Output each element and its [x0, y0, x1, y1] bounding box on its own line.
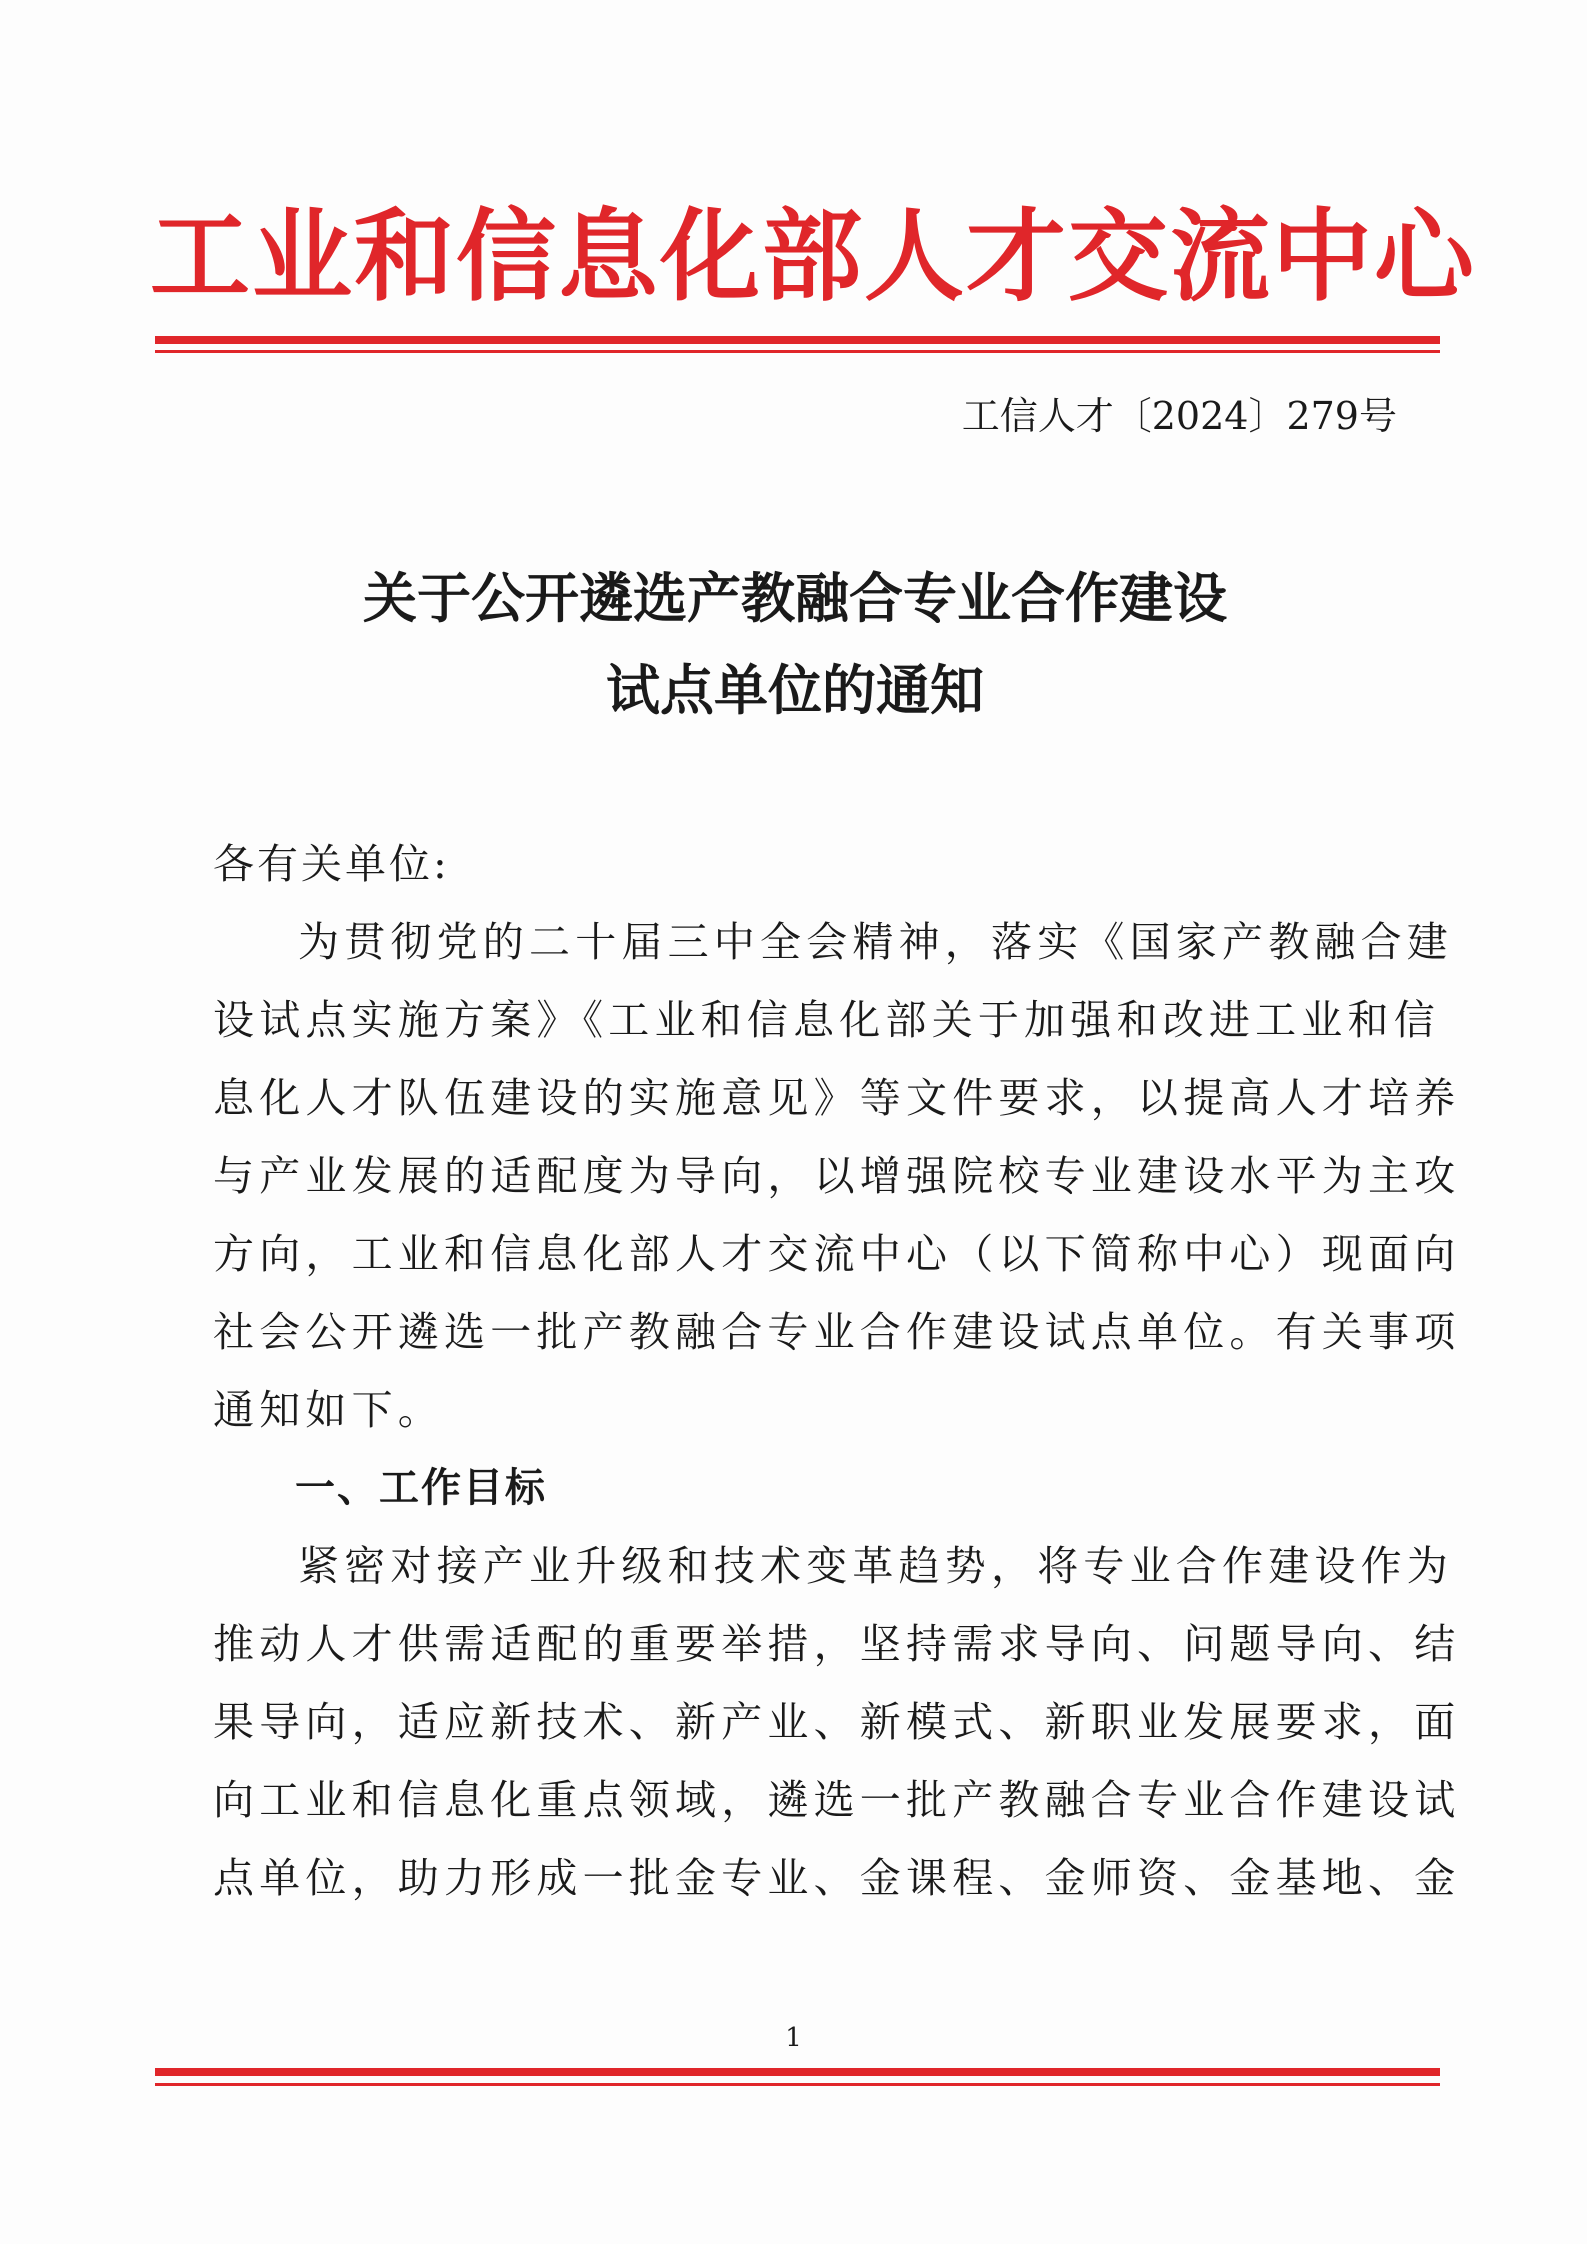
section-line: 推动人才供需适配的重要举措，坚持需求导向、问题导向、结	[213, 1620, 1461, 1668]
intro-line: 社会公开遴选一批产教融合专业合作建设试点单位。有关事项	[213, 1308, 1461, 1356]
intro-line: 设试点实施方案》《工业和信息化部关于加强和改进工业和信	[213, 996, 1440, 1044]
intro-line: 与产业发展的适配度为导向，以增强院校专业建设水平为主攻	[213, 1152, 1461, 1200]
section-line: 向工业和信息化重点领域，遴选一批产教融合专业合作建设试	[213, 1776, 1461, 1824]
intro-line: 为贯彻党的二十届三中全会精神，落实《国家产教融合建	[298, 918, 1453, 966]
section-line: 果导向，适应新技术、新产业、新模式、新职业发展要求，面	[213, 1698, 1461, 1746]
section-heading: 一、工作目标	[295, 1465, 547, 1511]
footer-rule-thick	[155, 2068, 1440, 2076]
page-number: 1	[785, 2023, 802, 2053]
intro-line: 息化人才队伍建设的实施意见》等文件要求，以提高人才培养	[213, 1074, 1461, 1122]
intro-line: 通知如下。	[213, 1386, 444, 1434]
salutation: 各有关单位:	[213, 840, 450, 888]
masthead-rule-thick	[155, 336, 1440, 344]
section-line: 点单位，助力形成一批金专业、金课程、金师资、金基地、金	[213, 1854, 1461, 1902]
document-number: 工信人才〔2024〕279号	[961, 394, 1397, 438]
masthead-org-name: 工业和信息化部人才交流中心	[150, 197, 1476, 315]
intro-line: 方向，工业和信息化部人才交流中心（以下简称中心）现面向	[213, 1230, 1461, 1278]
document-title-line-1: 关于公开遴选产教融合专业合作建设	[363, 567, 1227, 630]
footer-rule-thin	[155, 2083, 1440, 2086]
section-line: 紧密对接产业升级和技术变革趋势，将专业合作建设作为	[298, 1542, 1453, 1590]
document-title-line-2: 试点单位的通知	[606, 659, 984, 722]
masthead-rule-thin	[155, 350, 1440, 353]
